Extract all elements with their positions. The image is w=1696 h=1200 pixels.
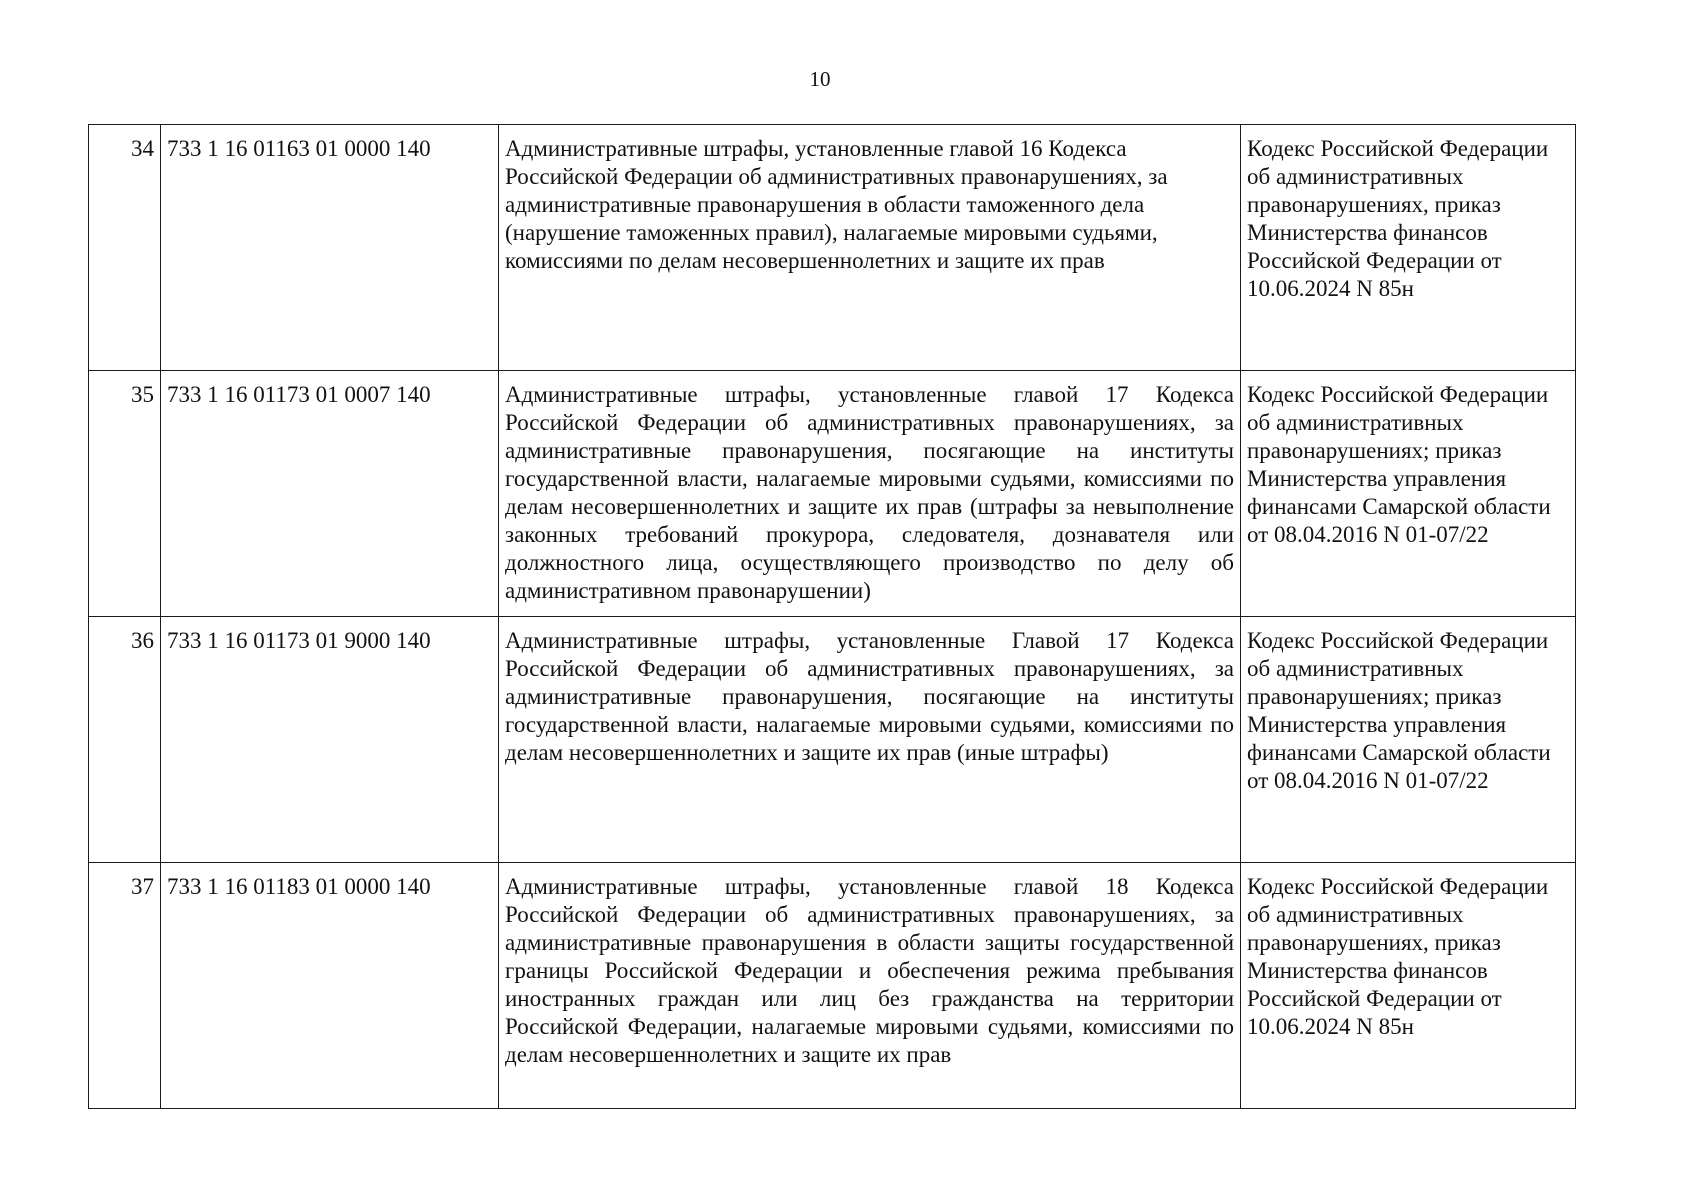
row-number: 37 [89,863,161,1109]
revenue-codes-table [88,124,1576,1109]
legal-basis: Кодекс Российской Федерации об административных правонарушениях, приказ Министерства финансов Российской Федерации от 10.06.2024 N 85н [1241,863,1576,1109]
legal-basis: Кодекс Российской Федерации об административных правонарушениях; приказ Министерства управления финансами Самарской области от 08.04.2016 N 01-07/22 [1241,617,1576,863]
table-row [89,371,1576,617]
legal-basis: Кодекс Российской Федерации об административных правонарушениях; приказ Министерства управления финансами Самарской области от 08.04.2016 N 01-07/22 [1241,371,1576,617]
revenue-description: Административные штрафы, установленные главой 18 Кодекса Российской Федерации об административных правонарушениях, за административные правонарушения в области защиты государственной границы Российской Федерации и обеспечения режима пребывания иностранных граждан или лиц без гражданства на территории Российской Федерации, налагаемые мировыми судьями, комиссиями по делам несовершеннолетних и защите их прав [499,863,1241,1109]
budget-classification-code: 733 1 16 01173 01 0007 140 [161,371,499,617]
row-number: 34 [89,125,161,371]
revenue-description: Административные штрафы, установленные Главой 17 Кодекса Российской Федерации об административных правонарушениях, за административные правонарушения, посягающие на институты государственной власти, налагаемые мировыми судьями, комиссиями по делам несовершеннолетних и защите их прав (иные штрафы) [499,617,1241,863]
revenue-description: Административные штрафы, установленные главой 17 Кодекса Российской Федерации об административных правонарушениях, за административные правонарушения, посягающие на институты государственной власти, налагаемые мировыми судьями, комиссиями по делам несовершеннолетних и защите их прав (штрафы за невыполнение законных требований прокурора, следователя, дознавателя или должностного лица, осуществляющего производство по делу об административном правонарушении) [499,371,1241,617]
table-row [89,617,1576,863]
page-number: 10 [809,67,831,91]
table-row [89,863,1576,1109]
table-row [89,125,1576,371]
row-number: 35 [89,371,161,617]
budget-classification-code: 733 1 16 01163 01 0000 140 [161,125,499,371]
budget-classification-code: 733 1 16 01183 01 0000 140 [161,863,499,1109]
legal-basis: Кодекс Российской Федерации об административных правонарушениях, приказ Министерства финансов Российской Федерации от 10.06.2024 N 85н [1241,125,1576,371]
budget-classification-code: 733 1 16 01173 01 9000 140 [161,617,499,863]
revenue-description: Административные штрафы, установленные главой 16 Кодекса Российской Федерации об административных правонарушениях, за административные правонарушения в области таможенного дела (нарушение таможенных правил), налагаемые мировыми судьями, комиссиями по делам несовершеннолетних и защите их прав [499,125,1241,371]
row-number: 36 [89,617,161,863]
